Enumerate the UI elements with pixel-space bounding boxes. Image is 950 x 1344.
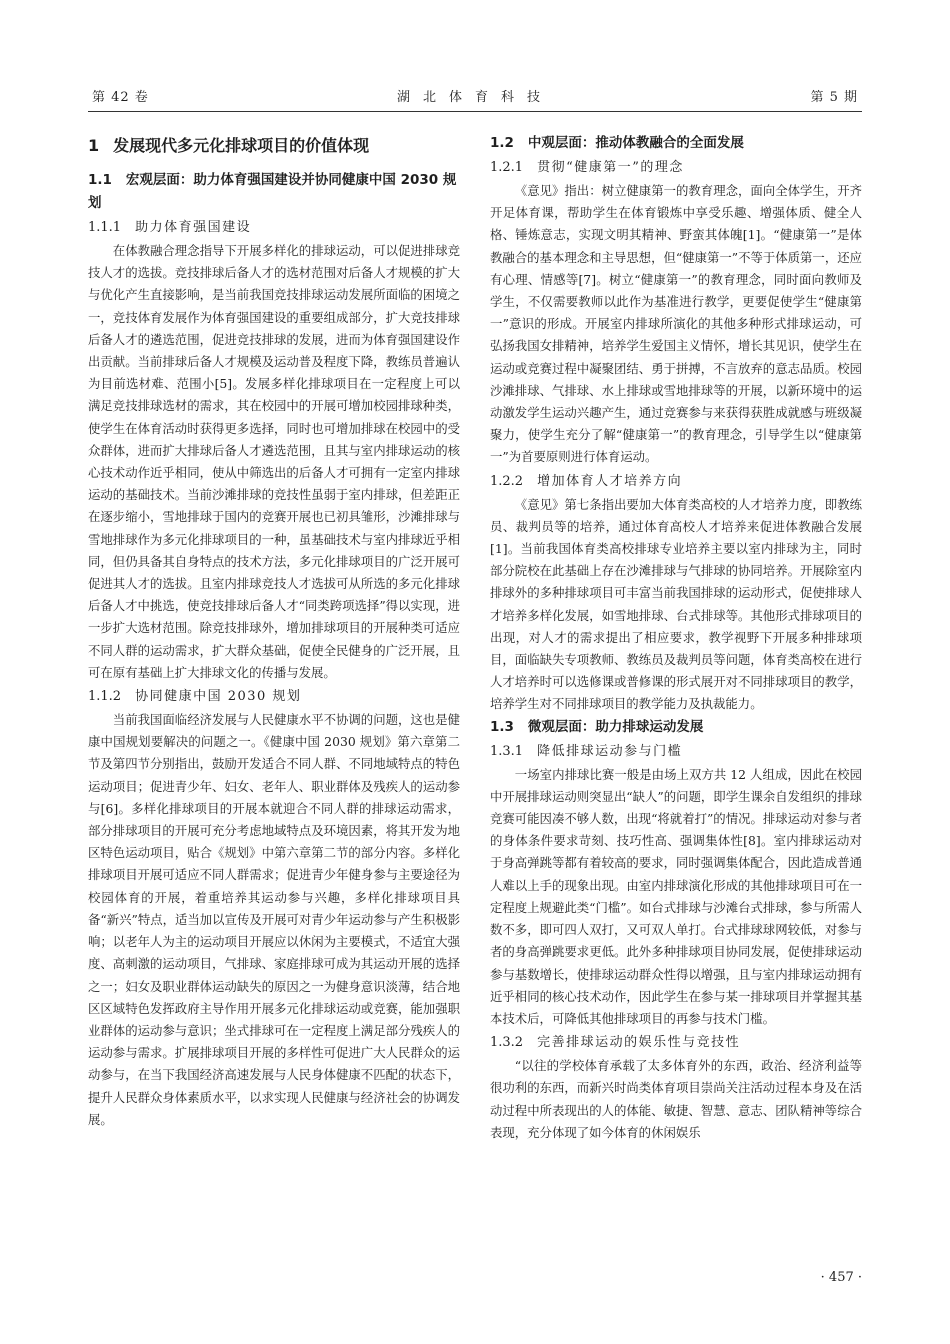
- header-divider: [88, 111, 862, 112]
- subsubsection-heading: [490, 741, 862, 763]
- page-number: · 457 ·: [820, 1270, 862, 1285]
- heading-text: 降低排球运动参与门槛: [537, 743, 683, 759]
- heading-text: 助力体育强国建设: [135, 220, 252, 235]
- section-number: 1.2: [490, 135, 514, 151]
- running-header: [88, 86, 862, 108]
- subsubsection-heading: [88, 217, 460, 239]
- issue-label: 第 5 期: [810, 90, 858, 105]
- heading-text: 完善排球运动的娱乐性与竞技性: [537, 1035, 741, 1051]
- paragraph: 《意见》指出：树立健康第一的教育理念，面向全体学生，开齐开足体育课，帮助学生在体育锻炼中享受乐趣、增强体质、健全人格、锤炼意志，实现文明其精神、野蛮其体魄[1]。“健康第一”是体教融合的基本理念和主导思想，但“健康第一”不等于体质第一，还应有心理、情感等[7]。树立“健康第一”的教育理念，同时面向教师及学生，不仅需要教师以此作为基准进行教学，更要促使学生“健康第一”意识的形成。开展室内排球所演化的其他多种形式排球运动，可弘扬我国女排精神，培养学生爱国主义情怀，增长其见识，使学生在运动或竞赛过程中凝聚团结、勇于拼搏，不言放弃的意志品质。校园沙滩排球、气排球、水上排球或雪地排球等的开展，以新环境中的运动激发学生运动兴趣产生，通过竞赛参与来获得获胜成就感与班级凝聚力，使学生充分了解“健康第一”的教育理念，引导学生以“健康第一”为首要原则进行体育运动。: [490, 183, 862, 465]
- paragraph: 在体教融合理念指导下开展多样化的排球运动，可以促进排球竞技人才的选拔。竞技排球后备人才的选材范围对后备人才规模的扩大与优化产生直接影响，是当前我国竞技排球运动发展所面临的困境之一，竞技体育发展作为体育强国建设的重要组成部分，扩大竞技排球后备人才的遴选范围，促进竞技排球的发展，进而为体育强国建设作出贡献。当前排球后备人才规模及运动普及程度下降，教练员普遍认为目前选材难、范围小[5]。发展多样化排球项目在一定程度上可以满足竞技排球选材的需求，其在校园中的开展可增加校园排球种类，使学生在体育活动时获得更多选择，同时也可增加排球在校园中的受众群体，进而扩大排球后备人才遴选范围，且其与室内排球运动的核心技术动作近乎相同，使从中筛选出的后备人才可拥有一定室内排球运动的基础技术。当前沙滩排球的竞技性虽弱于室内排球，但差距正在逐步缩小，雪地排球于国内的竞赛开展也已初具雏形，沙滩排球与雪地排球作为多元化排球项目的一种，虽基础技术与室内排球近乎相同，但仍具备其自身特点的技术方法，多元化排球项目的广泛开展可促进其人才的选拔。且室内排球竞技人才选拔可从所选的多元化排球后备人才中挑选，使竞技排球后备人才“同类跨项选择”得以实现，进一步扩大选材范围。除竞技排球外，增加排球项目的开展种类可适应不同人群的运动需求，扩大群众基础，促使全民健身的广泛开展，且可在原有基础上扩大排球文化的传播与发展。: [88, 243, 460, 680]
- heading-text: 增加体育人才培养方向: [537, 473, 683, 489]
- subsubsection-heading: [490, 471, 862, 493]
- subsubsection-heading: [490, 1032, 862, 1054]
- heading-text: 贯彻“健康第一”的理念: [537, 160, 684, 175]
- section-number: 1.3: [490, 718, 514, 735]
- subsubsection-heading: [88, 686, 460, 708]
- section-number: 1.3.1: [490, 743, 524, 759]
- paragraph: “以往的学校体育承载了太多体育外的东西，政治、经济利益等很功利的东西，而新兴时尚类体育项目崇尚关注活动过程本身及在活动过程中所表现出的人的体能、敏捷、智慧、意志、团队精神等综合表现，充分体现了如今体育的休闲娱乐: [490, 1058, 862, 1140]
- right-column: [490, 132, 862, 1144]
- paragraph: 一场室内排球比赛一般是由场上双方共 12 人组成，因此在校园中开展排球运动则突显出“缺人”的问题，即学生课余自发组织的排球竞赛可能因凑不够人数，出现“将就着打”的情况。排球运动对参与者的身体条件要求苛刻、技巧性高、强调集体性[8]。室内排球运动对于身高弹跳等都有着较高的要求，同时强调集体配合，因此造成普通人难以上手的现象出现。由室内排球演化形成的其他排球项目可在一定程度上规避此类“门槛”。如台式排球与沙滩台式排球，参与所需人数不多，即可四人双打，又可双人单打。台式排球球网较低，对参与者的身高弹跳要求更低。此外多种排球项目协同发展，促使排球运动参与基数增长，使排球运动群众性得以增强，且与室内排球运动拥有近乎相同的核心技术动作，因此学生在参与某一排球项目并掌握其基本技术后，可降低其他排球项目的再参与技术门槛。: [490, 766, 862, 1026]
- section-number: 1.2.2: [490, 473, 524, 489]
- subsubsection-heading: [490, 157, 862, 179]
- subsection-heading: [88, 169, 460, 215]
- heading-text: 微观层面：助力排球运动发展: [527, 718, 704, 735]
- heading-text: 发展现代多元化排球项目的价值体现: [113, 136, 370, 155]
- journal-title: 湖北体育科技: [396, 90, 553, 105]
- heading-text: 中观层面：推动体教融合的全面发展: [527, 135, 744, 151]
- heading-text: 协同健康中国 2030 规划: [135, 689, 302, 705]
- section-number: 1.2.1: [490, 160, 524, 175]
- section-heading: [88, 134, 460, 158]
- paragraph: 《意见》第七条指出要加大体育类高校的人才培养力度，即教练员、裁判员等的培养，通过体育高校人才培养来促进体教融合发展[1]。当前我国体育类高校排球专业培养主要以室内排球为主，同时部分院校在此基础上存在沙滩排球与气排球的协同培养。开展除室内排球外的多种排球项目可丰富当前我国排球的运动形式，促使排球人才培养多样化发展，如雪地排球、台式排球等。其他形式排球项目的出现，对人才的需求提出了相应要求，教学视野下开展多种排球项目，面临缺失专项教师、教练员及裁判员等问题，体育类高校在进行人才培养时可以选修课或普修课的形式展开对不同排球项目的教学，培养学生对不同排球项目的教学能力及执裁能力。: [490, 496, 862, 712]
- paragraph: 当前我国面临经济发展与人民健康水平不协调的问题，这也是健康中国规划要解决的问题之一。《健康中国 2030 规划》第六章第二节及第四节分别指出，鼓励开发适合不同人群、不同地域特点的特色运动项目；促进青少年、妇女、老年人、职业群体及残疾人的运动参与[6]。多样化排球项目的开展本就迎合不同人群的排球运动需求，部分排球项目的开展可充分考虑地域特点及环境因素，将其开发为地区特色运动项目，贴合《规划》中第六章第二节的部分内容。多样化排球项目开展可适应不同人群需求；促进青少年健身参与主要途径为校园体育的开展，着重培养其运动参与兴趣，多样化排球项目具备“新兴”特点，适当加以宣传及开展可对青少年运动参与产生积极影响；以老年人为主的运动项目开展应以休闲为主要模式，不适宜大强度、高刺激的运动项目，气排球、家庭排球可成为其运动开展的选择之一；妇女及职业群体运动缺失的原因之一为健身意识淡薄，结合地区区域特色发挥政府主导作用开展多元化排球运动或竞赛，能加强职业群体的运动参与意识；坐式排球可在一定程度上满足部分残疾人的运动参与需求。扩展排球项目开展的多样性可促进广大人民群众的运动参与，在当下我国经济高速发展与人民身体健康不匹配的状态下，提升人民群众身体素质水平，以求实现人民健康与经济社会的协调发展。: [88, 712, 460, 1127]
- section-number: 1: [88, 136, 100, 155]
- subsection-heading: [490, 132, 862, 155]
- section-number: 1.1.1: [88, 220, 122, 235]
- section-number: 1.3.2: [490, 1035, 524, 1051]
- volume-label: 第 42 卷: [92, 90, 149, 105]
- section-number: 1.1.2: [88, 689, 122, 705]
- left-column: [88, 132, 460, 1131]
- heading-text: 宏观层面：助力体育强国建设并协同健康中国 2030 规划: [88, 172, 457, 211]
- subsection-heading: [490, 716, 862, 739]
- section-number: 1.1: [88, 172, 112, 188]
